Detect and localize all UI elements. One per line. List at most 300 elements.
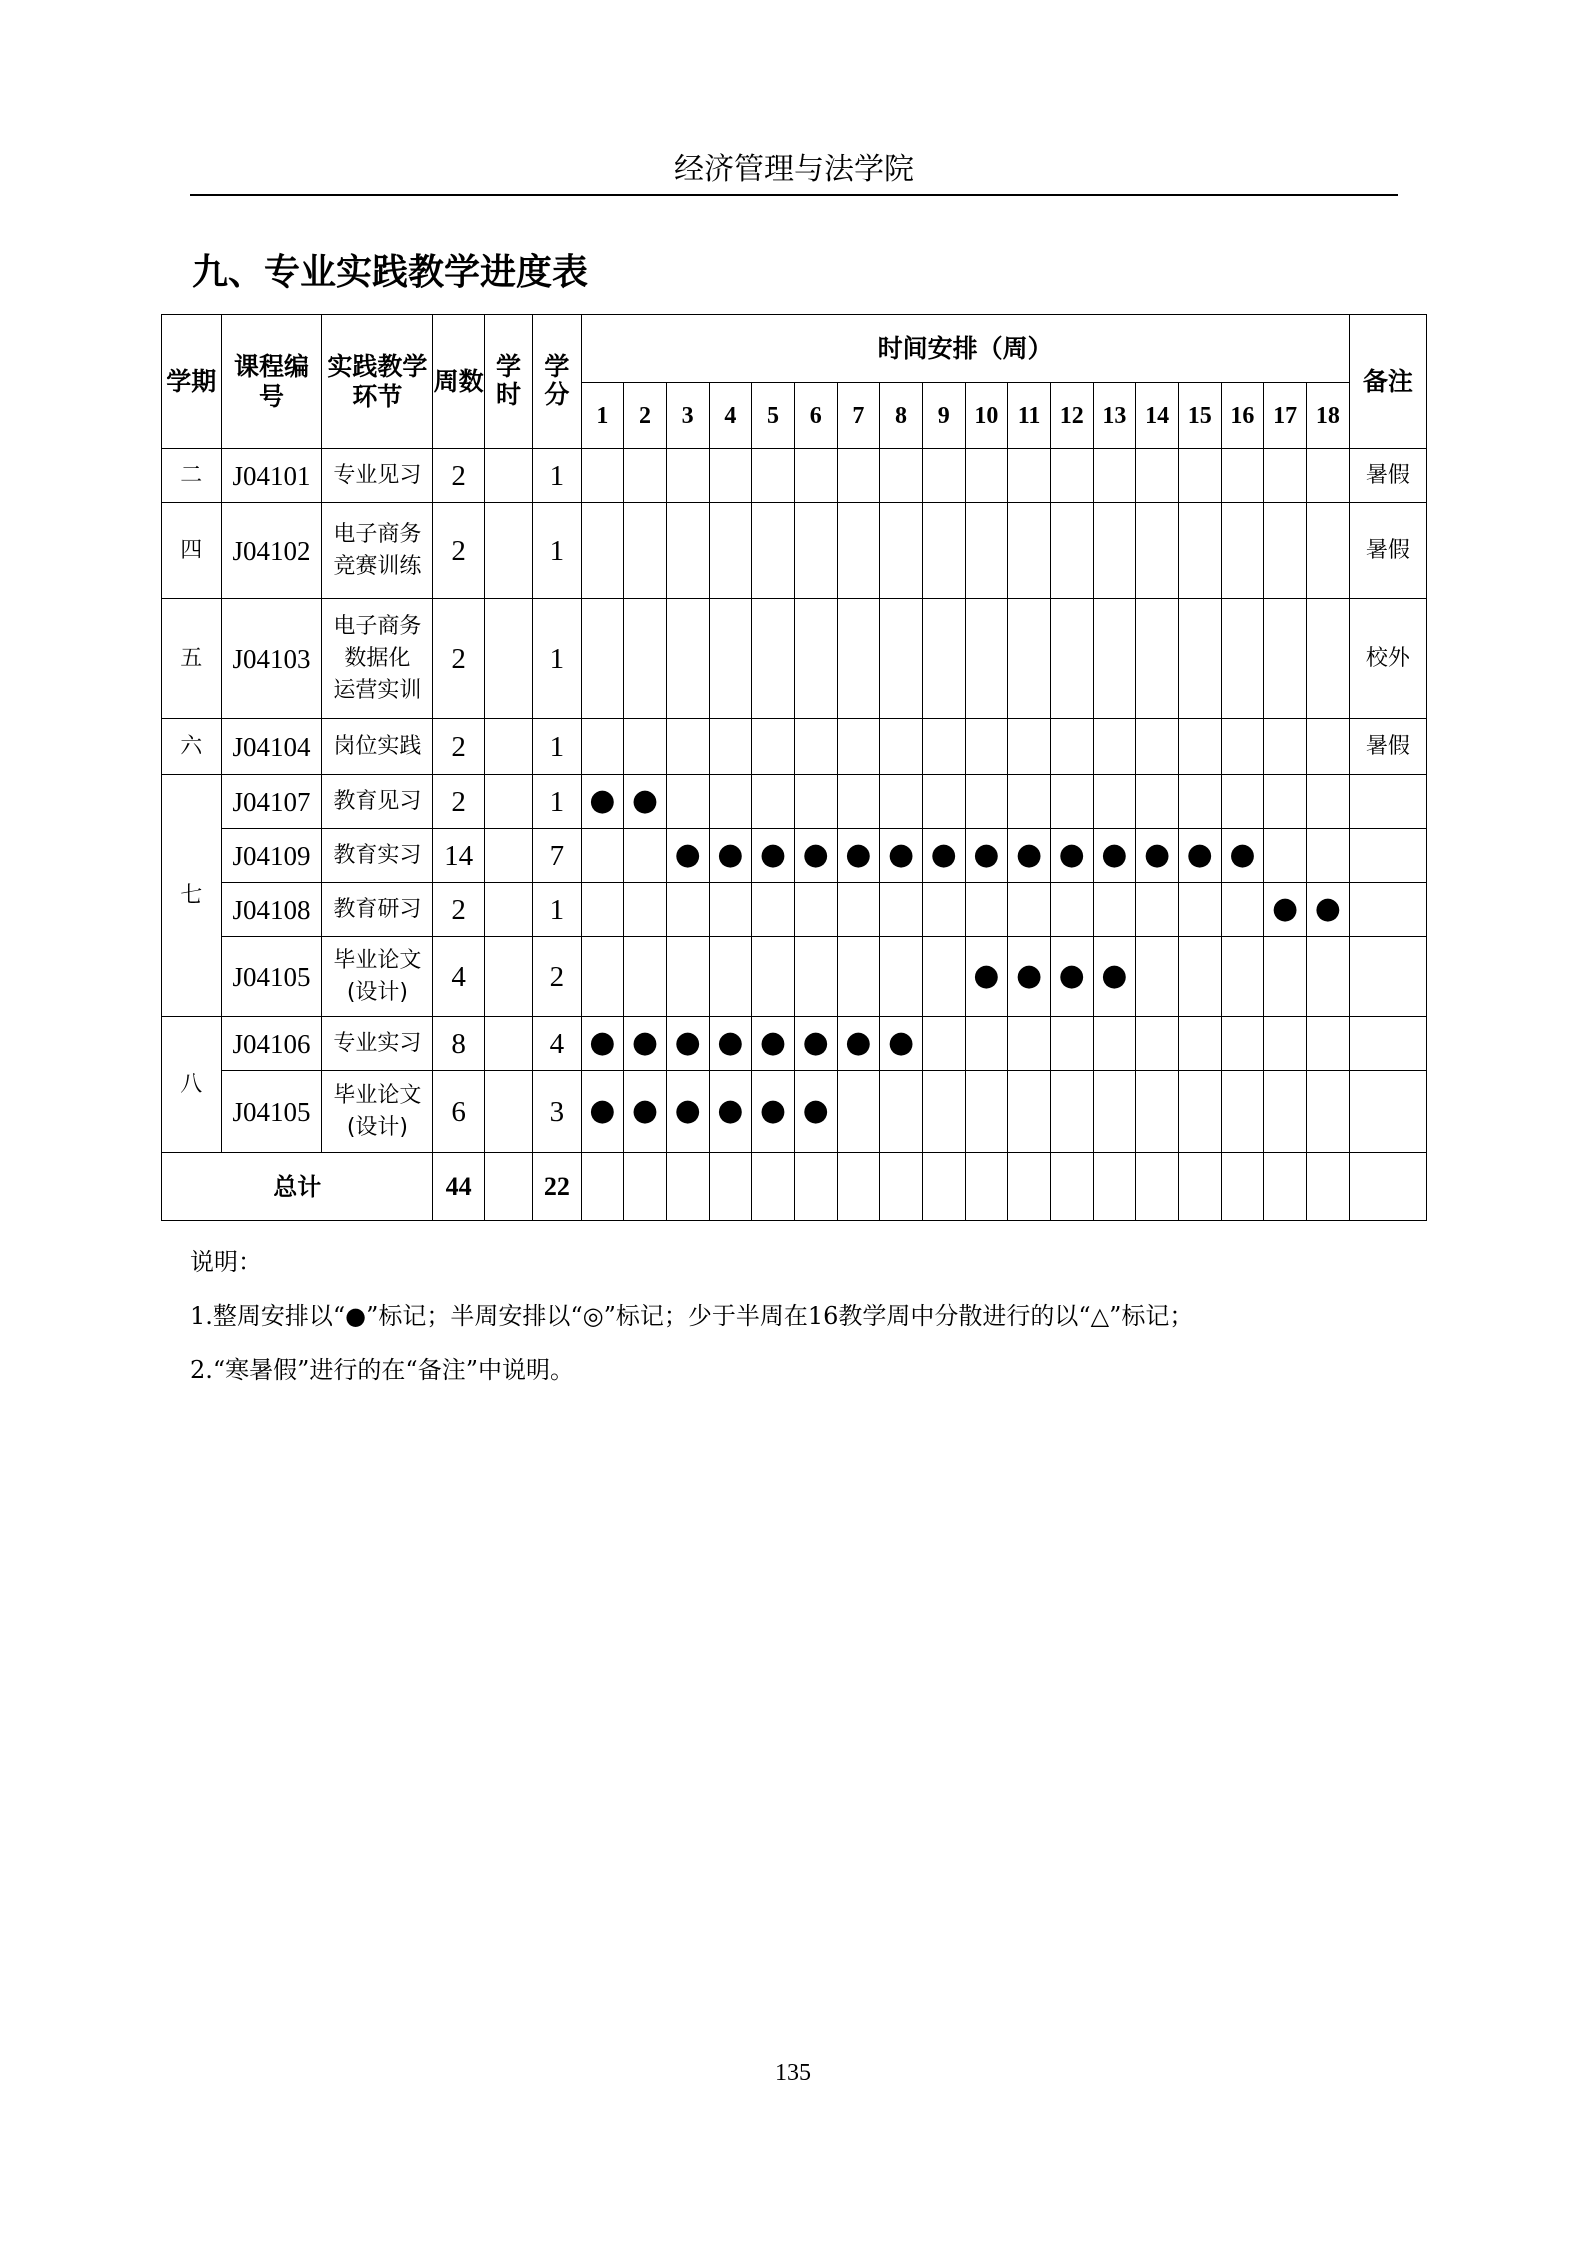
page-header-title: 经济管理与法学院	[674, 152, 914, 187]
week-mark-dot	[581, 1017, 624, 1071]
weeks-cell: 14	[433, 829, 484, 883]
credits-cell: 1	[533, 883, 581, 937]
notes	[190, 1235, 1193, 1397]
page-number: 135	[775, 2060, 811, 2086]
week-cell	[965, 599, 1008, 719]
week-cell	[1306, 503, 1349, 599]
credits-cell: 1	[533, 775, 581, 829]
practice-name-cell: 电子商务 数据化 运营实训	[322, 599, 433, 719]
week-number-9: 9	[922, 383, 965, 449]
table-row	[162, 503, 1427, 599]
week-cell	[1093, 719, 1136, 775]
week-cell	[1008, 883, 1051, 937]
practice-name-cell: 教育见习	[322, 775, 433, 829]
week-cell	[1306, 449, 1349, 503]
week-cell	[1264, 775, 1307, 829]
week-number-13: 13	[1093, 383, 1136, 449]
week-number-6: 6	[794, 383, 837, 449]
week-cell	[922, 937, 965, 1017]
week-mark-dot	[624, 775, 667, 829]
week-cell	[624, 449, 667, 503]
week-cell	[1264, 937, 1307, 1017]
credits-cell: 1	[533, 599, 581, 719]
course-code-cell: J04106	[221, 1017, 322, 1071]
week-mark-dot	[666, 829, 709, 883]
col-credits: 学分	[533, 315, 581, 449]
week-cell	[1093, 599, 1136, 719]
week-cell	[666, 937, 709, 1017]
week-cell	[1050, 503, 1093, 599]
week-cell	[1306, 775, 1349, 829]
week-cell	[1264, 599, 1307, 719]
week-mark-dot	[794, 829, 837, 883]
hours-cell	[484, 937, 532, 1017]
week-mark-dot	[880, 1017, 923, 1071]
week-cell	[709, 775, 752, 829]
week-cell	[1008, 1017, 1051, 1071]
week-cell	[1178, 1017, 1221, 1071]
table-row	[162, 1071, 1427, 1153]
table-row	[162, 937, 1427, 1017]
week-mark-dot	[752, 1017, 795, 1071]
week-cell	[837, 883, 880, 937]
hours-cell	[484, 829, 532, 883]
week-cell	[1178, 883, 1221, 937]
week-cell	[1264, 829, 1307, 883]
total-row	[162, 1153, 1427, 1221]
week-cell	[837, 719, 880, 775]
course-code-cell: J04102	[221, 503, 322, 599]
week-cell	[880, 775, 923, 829]
week-cell	[1221, 1153, 1264, 1221]
remark-cell	[1349, 1153, 1426, 1221]
week-cell	[581, 883, 624, 937]
remark-cell	[1349, 1071, 1426, 1153]
week-cell	[965, 719, 1008, 775]
week-cell	[837, 775, 880, 829]
header-row-top	[162, 315, 1427, 383]
week-cell	[1008, 775, 1051, 829]
week-cell	[922, 883, 965, 937]
col-semester: 学期	[162, 315, 222, 449]
week-cell	[1050, 775, 1093, 829]
practice-name-cell: 毕业论文 (设计)	[322, 1071, 433, 1153]
week-cell	[1306, 599, 1349, 719]
week-cell	[1306, 1071, 1349, 1153]
week-mark-dot	[1221, 829, 1264, 883]
week-cell	[1093, 449, 1136, 503]
week-cell	[581, 1153, 624, 1221]
table-row	[162, 719, 1427, 775]
week-cell	[1306, 1153, 1349, 1221]
hours-cell	[484, 1017, 532, 1071]
week-cell	[965, 449, 1008, 503]
week-cell	[1136, 883, 1179, 937]
week-mark-dot	[837, 829, 880, 883]
week-cell	[837, 937, 880, 1017]
schedule-body	[162, 449, 1427, 1221]
week-cell	[965, 775, 1008, 829]
notes-heading: 说明：	[190, 1248, 262, 1276]
semester-cell: 六	[162, 719, 222, 775]
week-mark-dot	[752, 829, 795, 883]
remark-cell	[1349, 883, 1426, 937]
week-cell	[1008, 719, 1051, 775]
week-cell	[1093, 883, 1136, 937]
week-cell	[709, 599, 752, 719]
credits-cell: 1	[533, 503, 581, 599]
week-cell	[922, 599, 965, 719]
week-cell	[1221, 1071, 1264, 1153]
week-cell	[752, 503, 795, 599]
header-rule	[190, 194, 1398, 196]
practice-name-cell: 岗位实践	[322, 719, 433, 775]
week-cell	[1178, 1153, 1221, 1221]
week-mark-dot	[709, 1017, 752, 1071]
week-cell	[880, 1153, 923, 1221]
week-cell	[1008, 503, 1051, 599]
week-mark-dot	[752, 1071, 795, 1153]
week-mark-dot	[666, 1071, 709, 1153]
week-cell	[581, 937, 624, 1017]
week-cell	[1008, 449, 1051, 503]
weeks-cell: 2	[433, 883, 484, 937]
col-remark: 备注	[1349, 315, 1426, 449]
week-cell	[794, 883, 837, 937]
notes-line-1: 1.整周安排以“●”标记；半周安排以“◎”标记；少于半周在16教学周中分散进行的以“△”标记；	[190, 1302, 1194, 1330]
total-weeks: 44	[433, 1153, 484, 1221]
week-cell	[1093, 1017, 1136, 1071]
week-mark-dot	[624, 1071, 667, 1153]
week-cell	[752, 775, 795, 829]
week-cell	[794, 449, 837, 503]
week-number-1: 1	[581, 383, 624, 449]
weeks-cell: 2	[433, 449, 484, 503]
week-cell	[1264, 1017, 1307, 1071]
weeks-cell: 2	[433, 719, 484, 775]
credits-cell: 1	[533, 719, 581, 775]
week-mark-dot	[837, 1017, 880, 1071]
week-cell	[837, 1071, 880, 1153]
week-mark-dot	[1093, 829, 1136, 883]
col-schedule: 时间安排（周）	[581, 315, 1349, 383]
week-number-10: 10	[965, 383, 1008, 449]
week-mark-dot	[709, 829, 752, 883]
week-cell	[666, 775, 709, 829]
week-cell	[1008, 599, 1051, 719]
week-cell	[752, 883, 795, 937]
week-cell	[1306, 719, 1349, 775]
week-mark-dot	[581, 775, 624, 829]
week-cell	[1306, 1017, 1349, 1071]
week-cell	[624, 719, 667, 775]
week-cell	[1136, 1153, 1179, 1221]
course-code-cell: J04107	[221, 775, 322, 829]
remark-cell	[1349, 829, 1426, 883]
week-cell	[1178, 937, 1221, 1017]
week-cell	[752, 599, 795, 719]
week-cell	[1178, 719, 1221, 775]
week-cell	[837, 449, 880, 503]
week-cell	[965, 1153, 1008, 1221]
practice-name-cell: 专业见习	[322, 449, 433, 503]
practice-name-cell: 电子商务 竞赛训练	[322, 503, 433, 599]
week-cell	[1093, 1153, 1136, 1221]
week-cell	[1093, 503, 1136, 599]
week-cell	[624, 599, 667, 719]
course-code-cell: J04101	[221, 449, 322, 503]
week-mark-dot	[1136, 829, 1179, 883]
col-practice-link: 实践教学环节	[322, 315, 433, 449]
weeks-cell: 4	[433, 937, 484, 1017]
week-cell	[1306, 829, 1349, 883]
week-cell	[794, 775, 837, 829]
week-cell	[1050, 599, 1093, 719]
hours-cell	[484, 883, 532, 937]
week-cell	[581, 449, 624, 503]
table-row	[162, 449, 1427, 503]
week-cell	[709, 1153, 752, 1221]
week-cell	[666, 449, 709, 503]
course-code-cell: J04105	[221, 1071, 322, 1153]
week-number-4: 4	[709, 383, 752, 449]
week-cell	[581, 599, 624, 719]
week-cell	[1093, 775, 1136, 829]
col-course-code: 课程编号	[221, 315, 322, 449]
remark-cell	[1349, 775, 1426, 829]
week-number-14: 14	[1136, 383, 1179, 449]
week-cell	[752, 1153, 795, 1221]
week-cell	[752, 719, 795, 775]
week-cell	[709, 719, 752, 775]
week-cell	[922, 503, 965, 599]
week-cell	[880, 719, 923, 775]
week-cell	[1136, 503, 1179, 599]
week-cell	[624, 829, 667, 883]
week-cell	[1264, 1071, 1307, 1153]
week-cell	[1264, 503, 1307, 599]
week-cell	[1050, 719, 1093, 775]
semester-cell: 二	[162, 449, 222, 503]
week-cell	[1306, 937, 1349, 1017]
week-cell	[794, 599, 837, 719]
course-code-cell: J04108	[221, 883, 322, 937]
week-cell	[794, 503, 837, 599]
week-number-16: 16	[1221, 383, 1264, 449]
week-cell	[880, 599, 923, 719]
week-cell	[581, 719, 624, 775]
col-weeks: 周数	[433, 315, 484, 449]
week-cell	[709, 503, 752, 599]
week-cell	[624, 1153, 667, 1221]
week-cell	[794, 719, 837, 775]
week-cell	[1178, 1071, 1221, 1153]
week-cell	[1136, 449, 1179, 503]
hours-cell	[484, 1071, 532, 1153]
week-number-8: 8	[880, 383, 923, 449]
week-mark-dot	[1178, 829, 1221, 883]
week-cell	[624, 883, 667, 937]
week-cell	[922, 719, 965, 775]
hours-cell	[484, 503, 532, 599]
week-cell	[1221, 449, 1264, 503]
week-cell	[1178, 599, 1221, 719]
semester-cell: 五	[162, 599, 222, 719]
total-label: 总计	[162, 1153, 433, 1221]
remark-cell: 暑假	[1349, 449, 1426, 503]
week-cell	[581, 503, 624, 599]
hours-cell	[484, 775, 532, 829]
total-credits: 22	[533, 1153, 581, 1221]
remark-cell: 暑假	[1349, 503, 1426, 599]
week-cell	[1221, 503, 1264, 599]
weeks-cell: 2	[433, 599, 484, 719]
week-cell	[922, 1017, 965, 1071]
week-mark-dot	[1264, 883, 1307, 937]
week-number-2: 2	[624, 383, 667, 449]
week-cell	[1221, 937, 1264, 1017]
week-cell	[1178, 503, 1221, 599]
week-cell	[880, 449, 923, 503]
remark-cell: 暑假	[1349, 719, 1426, 775]
week-cell	[965, 1017, 1008, 1071]
total-hours	[484, 1153, 532, 1221]
remark-cell	[1349, 1017, 1426, 1071]
week-cell	[965, 503, 1008, 599]
remark-cell	[1349, 937, 1426, 1017]
week-cell	[1221, 775, 1264, 829]
week-cell	[709, 883, 752, 937]
week-cell	[1264, 719, 1307, 775]
remark-cell: 校外	[1349, 599, 1426, 719]
week-cell	[794, 937, 837, 1017]
week-cell	[666, 1153, 709, 1221]
section-title: 九、专业实践教学进度表	[192, 252, 589, 293]
practice-name-cell: 专业实习	[322, 1017, 433, 1071]
week-mark-dot	[1306, 883, 1349, 937]
week-mark-dot	[1008, 937, 1051, 1017]
week-cell	[1221, 599, 1264, 719]
week-cell	[1008, 1153, 1051, 1221]
week-cell	[624, 937, 667, 1017]
week-mark-dot	[965, 829, 1008, 883]
week-cell	[752, 449, 795, 503]
week-cell	[1264, 1153, 1307, 1221]
credits-cell: 4	[533, 1017, 581, 1071]
week-cell	[1050, 1071, 1093, 1153]
table-row	[162, 1017, 1427, 1071]
week-mark-dot	[794, 1071, 837, 1153]
semester-cell: 四	[162, 503, 222, 599]
week-cell	[666, 503, 709, 599]
week-cell	[880, 503, 923, 599]
credits-cell: 2	[533, 937, 581, 1017]
credits-cell: 3	[533, 1071, 581, 1153]
week-cell	[922, 1071, 965, 1153]
week-cell	[922, 1153, 965, 1221]
week-cell	[880, 1071, 923, 1153]
week-cell	[1050, 1017, 1093, 1071]
table-row	[162, 599, 1427, 719]
week-cell	[1178, 449, 1221, 503]
week-mark-dot	[1050, 937, 1093, 1017]
week-cell	[1221, 883, 1264, 937]
week-number-12: 12	[1050, 383, 1093, 449]
practice-name-cell: 教育实习	[322, 829, 433, 883]
week-cell	[794, 1153, 837, 1221]
week-cell	[709, 937, 752, 1017]
week-mark-dot	[709, 1071, 752, 1153]
week-cell	[1136, 1017, 1179, 1071]
week-cell	[965, 1071, 1008, 1153]
course-code-cell: J04104	[221, 719, 322, 775]
week-mark-dot	[1050, 829, 1093, 883]
week-cell	[1178, 775, 1221, 829]
hours-cell	[484, 599, 532, 719]
week-mark-dot	[965, 937, 1008, 1017]
week-mark-dot	[1008, 829, 1051, 883]
week-cell	[965, 883, 1008, 937]
semester-cell: 七	[162, 775, 222, 1017]
weeks-cell: 6	[433, 1071, 484, 1153]
semester-cell: 八	[162, 1017, 222, 1153]
week-cell	[581, 829, 624, 883]
week-cell	[666, 883, 709, 937]
week-cell	[880, 883, 923, 937]
week-number-17: 17	[1264, 383, 1307, 449]
week-cell	[837, 1153, 880, 1221]
week-cell	[1008, 1071, 1051, 1153]
week-mark-dot	[666, 1017, 709, 1071]
table-row	[162, 883, 1427, 937]
week-cell	[922, 449, 965, 503]
week-number-3: 3	[666, 383, 709, 449]
week-number-18: 18	[1306, 383, 1349, 449]
week-cell	[1136, 719, 1179, 775]
week-mark-dot	[624, 1017, 667, 1071]
practice-schedule-table	[161, 314, 1427, 1221]
week-number-7: 7	[837, 383, 880, 449]
col-hours: 学时	[484, 315, 532, 449]
hours-cell	[484, 719, 532, 775]
week-cell	[752, 937, 795, 1017]
week-cell	[709, 449, 752, 503]
week-cell	[1050, 1153, 1093, 1221]
week-mark-dot	[581, 1071, 624, 1153]
week-cell	[1050, 449, 1093, 503]
notes-line-2: 2.“寒暑假”进行的在“备注”中说明。	[190, 1356, 574, 1384]
week-cell	[1136, 937, 1179, 1017]
week-cell	[837, 599, 880, 719]
week-cell	[837, 503, 880, 599]
week-cell	[1136, 599, 1179, 719]
week-mark-dot	[880, 829, 923, 883]
weeks-cell: 2	[433, 775, 484, 829]
week-cell	[880, 937, 923, 1017]
week-cell	[1136, 1071, 1179, 1153]
course-code-cell: J04109	[221, 829, 322, 883]
week-cell	[1264, 449, 1307, 503]
week-mark-dot	[922, 829, 965, 883]
week-cell	[1050, 883, 1093, 937]
table-row	[162, 829, 1427, 883]
course-code-cell: J04105	[221, 937, 322, 1017]
credits-cell: 7	[533, 829, 581, 883]
week-mark-dot	[794, 1017, 837, 1071]
week-cell	[666, 719, 709, 775]
week-mark-dot	[1093, 937, 1136, 1017]
practice-name-cell: 毕业论文 (设计)	[322, 937, 433, 1017]
